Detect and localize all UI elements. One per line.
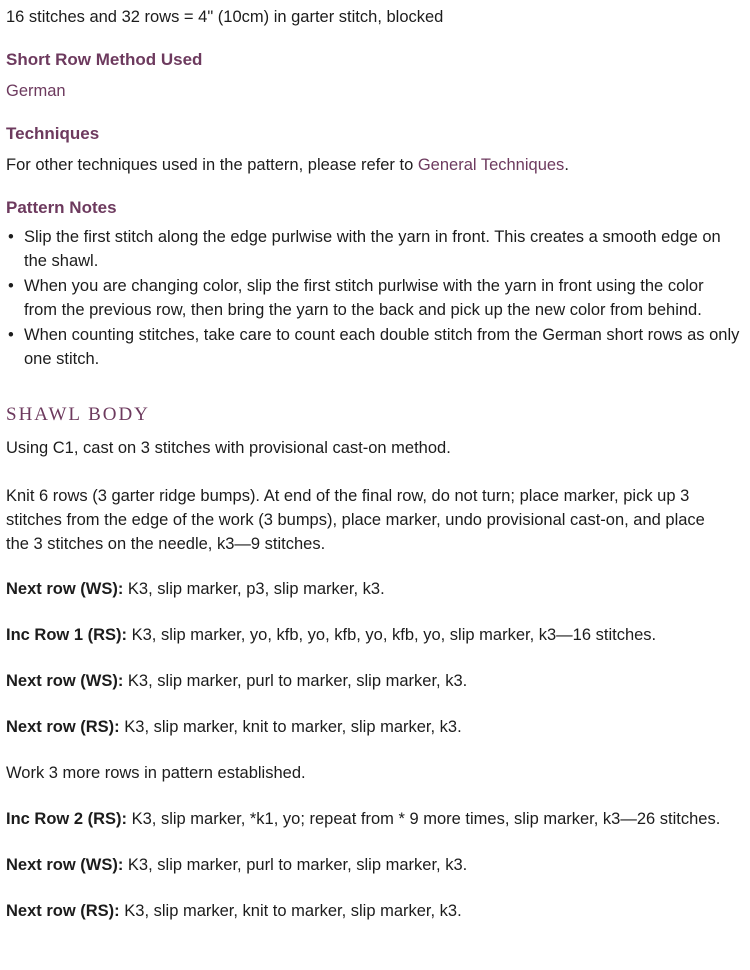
row-instruction [6, 900, 462, 922]
row-text: Work 3 more rows in pattern established. [6, 764, 306, 782]
techniques-text-after: . [564, 156, 569, 174]
row-label: Inc Row 1 (RS): [6, 626, 128, 644]
cast-on-text: Using C1, cast on 3 stitches with provisional cast-on method. [6, 439, 451, 457]
row-instruction [6, 624, 656, 646]
row-label: Next row (RS): [6, 902, 120, 920]
row-instruction [6, 854, 467, 876]
pattern-note-item [6, 323, 741, 371]
pattern-note-text: When counting stitches, take care to count each double stitch from the German short rows as only one stitch. [24, 326, 740, 368]
row-instruction [6, 762, 306, 784]
row-instruction [6, 808, 720, 830]
row-instruction [6, 670, 467, 692]
bullet-icon: • [8, 277, 14, 295]
shawl-body-heading: SHAWL BODY [6, 404, 150, 425]
short-row-heading: Short Row Method Used [6, 50, 203, 69]
row-label: Next row (RS): [6, 718, 120, 736]
row-text: K3, slip marker, purl to marker, slip marker, k3. [123, 672, 468, 690]
row-text: K3, slip marker, *k1, yo; repeat from * 9 more times, slip marker, k3—26 stitches. [127, 810, 721, 828]
row-text: K3, slip marker, knit to marker, slip marker, k3. [119, 902, 462, 920]
techniques-heading: Techniques [6, 124, 100, 143]
gauge-text: 16 stitches and 32 rows = 4" (10cm) in garter stitch, blocked [6, 8, 444, 26]
techniques-text-before: For other techniques used in the pattern, please refer to [6, 156, 418, 174]
techniques-text [6, 154, 569, 176]
knit-paragraph-line: stitches from the edge of the work (3 bumps), place marker, undo provisional cast-on, and place [6, 511, 705, 529]
pattern-note-text: Slip the first stitch along the edge purlwise with the yarn in front. This creates a smooth edge on the shawl. [24, 228, 721, 270]
pattern-notes-heading: Pattern Notes [6, 198, 117, 217]
row-instruction [6, 716, 462, 738]
row-label: Inc Row 2 (RS): [6, 810, 128, 828]
row-text: K3, slip marker, knit to marker, slip marker, k3. [119, 718, 462, 736]
pattern-note-item [6, 225, 741, 273]
knit-paragraph-line: Knit 6 rows (3 garter ridge bumps). At end of the final row, do not turn; place marker, pick up 3 [6, 487, 690, 505]
row-text: K3, slip marker, purl to marker, slip marker, k3. [123, 856, 468, 874]
general-techniques-link[interactable]: General Techniques [417, 156, 565, 174]
row-label: Next row (WS): [6, 580, 124, 598]
knit-paragraph-line: the 3 stitches on the needle, k3—9 stitches. [6, 535, 326, 553]
pattern-note-item [6, 274, 741, 322]
row-text: K3, slip marker, p3, slip marker, k3. [123, 580, 385, 598]
bullet-icon: • [8, 326, 14, 344]
bullet-icon: • [8, 228, 14, 246]
row-label: Next row (WS): [6, 856, 124, 874]
short-row-value: German [6, 82, 66, 100]
row-instruction [6, 578, 385, 600]
row-text: K3, slip marker, yo, kfb, yo, kfb, yo, kfb, yo, slip marker, k3—16 stitches. [127, 626, 657, 644]
row-label: Next row (WS): [6, 672, 124, 690]
pattern-note-text: When you are changing color, slip the first stitch purlwise with the yarn in front using the color from the previous row, then bring the yarn to the back and pick up the new color from behind. [24, 277, 704, 319]
